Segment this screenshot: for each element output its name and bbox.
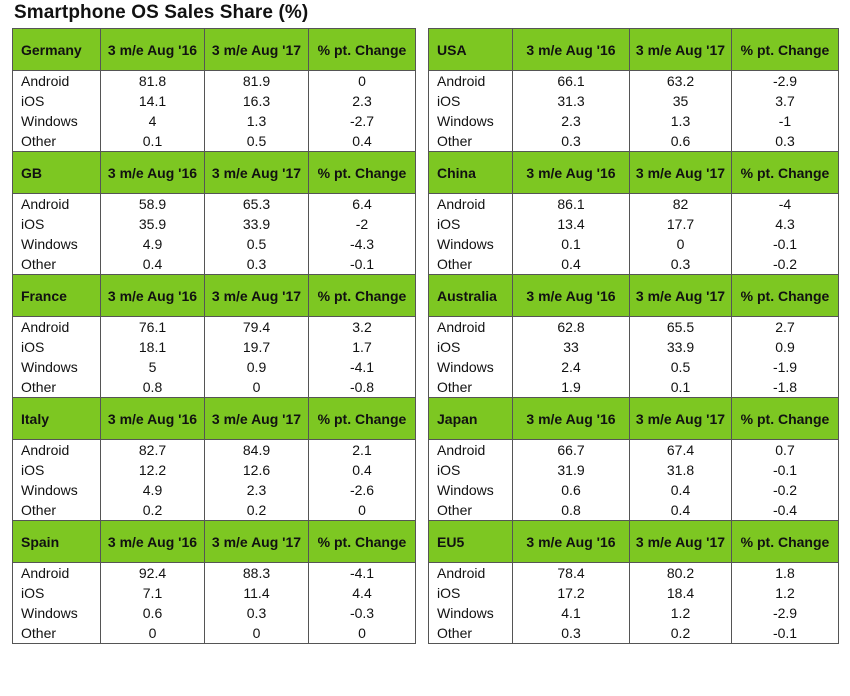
value-change: 4.3 [732, 214, 839, 234]
value-2017: 33.9 [630, 337, 732, 357]
column-header: 3 m/e Aug '16 [513, 521, 630, 563]
os-label: Android [13, 440, 101, 461]
value-change: 0.4 [309, 131, 416, 152]
table-row [13, 71, 416, 92]
value-change: -2 [309, 214, 416, 234]
chart-title: Smartphone OS Sales Share (%) [14, 2, 309, 23]
value-change: 2.3 [309, 91, 416, 111]
value-change: -2.6 [309, 480, 416, 500]
country-header: China [429, 152, 513, 194]
table-row [13, 623, 416, 644]
table-row [429, 480, 839, 500]
value-2017: 1.3 [205, 111, 309, 131]
table-row [429, 500, 839, 521]
value-2017: 33.9 [205, 214, 309, 234]
table-row [13, 480, 416, 500]
value-change: 0.7 [732, 440, 839, 461]
table-row [13, 440, 416, 461]
value-2017: 11.4 [205, 583, 309, 603]
table-row [13, 194, 416, 215]
os-label: Other [429, 131, 513, 152]
left-panel-table [12, 28, 416, 644]
value-2016: 76.1 [101, 317, 205, 338]
column-header: % pt. Change [732, 398, 839, 440]
value-2016: 0.4 [101, 254, 205, 275]
value-change: -1.8 [732, 377, 839, 398]
os-label: Android [429, 563, 513, 584]
value-2016: 17.2 [513, 583, 630, 603]
table-row [13, 337, 416, 357]
value-change: 2.7 [732, 317, 839, 338]
country-header: Japan [429, 398, 513, 440]
value-change: 0.9 [732, 337, 839, 357]
value-change: 4.4 [309, 583, 416, 603]
value-2017: 65.5 [630, 317, 732, 338]
column-header: 3 m/e Aug '16 [101, 275, 205, 317]
right-panel-table [428, 28, 839, 644]
value-change: -4 [732, 194, 839, 215]
header-row-france [13, 275, 416, 317]
value-2016: 4.1 [513, 603, 630, 623]
column-header: % pt. Change [732, 275, 839, 317]
column-header: % pt. Change [309, 398, 416, 440]
value-change: -0.1 [732, 460, 839, 480]
value-2017: 19.7 [205, 337, 309, 357]
value-change: -0.4 [732, 500, 839, 521]
value-2017: 0.3 [630, 254, 732, 275]
value-2017: 0.2 [630, 623, 732, 644]
value-change: 2.1 [309, 440, 416, 461]
os-label: Other [429, 254, 513, 275]
value-2017: 1.3 [630, 111, 732, 131]
table-row [429, 91, 839, 111]
value-change: 1.2 [732, 583, 839, 603]
value-2017: 17.7 [630, 214, 732, 234]
value-2017: 2.3 [205, 480, 309, 500]
os-label: iOS [429, 583, 513, 603]
value-change: -0.8 [309, 377, 416, 398]
country-header: Germany [13, 29, 101, 71]
column-header: 3 m/e Aug '17 [205, 521, 309, 563]
country-header: Australia [429, 275, 513, 317]
value-2017: 0 [630, 234, 732, 254]
header-row-australia [429, 275, 839, 317]
value-change: 0.3 [732, 131, 839, 152]
value-2016: 0 [101, 623, 205, 644]
value-2016: 58.9 [101, 194, 205, 215]
value-2017: 0.2 [205, 500, 309, 521]
table-row [13, 583, 416, 603]
table-row [13, 500, 416, 521]
column-header: 3 m/e Aug '17 [630, 29, 732, 71]
value-2017: 88.3 [205, 563, 309, 584]
table-row [429, 254, 839, 275]
table-row [429, 357, 839, 377]
table-row [429, 111, 839, 131]
value-2017: 0.5 [205, 131, 309, 152]
value-change: 6.4 [309, 194, 416, 215]
value-2016: 0.2 [101, 500, 205, 521]
table-row [13, 317, 416, 338]
column-header: 3 m/e Aug '17 [205, 152, 309, 194]
table-row [429, 377, 839, 398]
os-label: Android [13, 71, 101, 92]
os-label: Windows [429, 234, 513, 254]
os-label: Windows [13, 111, 101, 131]
os-label: iOS [13, 583, 101, 603]
table-row [429, 440, 839, 461]
value-2017: 0.6 [630, 131, 732, 152]
table-row [13, 377, 416, 398]
os-label: Other [13, 377, 101, 398]
column-header: % pt. Change [309, 275, 416, 317]
table-row [429, 623, 839, 644]
value-2017: 80.2 [630, 563, 732, 584]
table-row [429, 337, 839, 357]
value-2016: 4.9 [101, 234, 205, 254]
value-2016: 5 [101, 357, 205, 377]
value-2016: 14.1 [101, 91, 205, 111]
table-row [429, 71, 839, 92]
column-header: 3 m/e Aug '16 [513, 29, 630, 71]
header-row-eu5 [429, 521, 839, 563]
os-label: Windows [429, 111, 513, 131]
right-panel-body [429, 29, 839, 644]
os-label: iOS [429, 91, 513, 111]
value-change: 3.2 [309, 317, 416, 338]
column-header: % pt. Change [309, 521, 416, 563]
os-label: Android [429, 317, 513, 338]
os-label: Android [429, 71, 513, 92]
country-header: GB [13, 152, 101, 194]
value-change: -0.1 [309, 254, 416, 275]
column-header: 3 m/e Aug '16 [101, 398, 205, 440]
column-header: 3 m/e Aug '17 [630, 521, 732, 563]
value-change: -0.1 [732, 234, 839, 254]
os-label: Windows [429, 357, 513, 377]
os-label: Other [429, 377, 513, 398]
table-row [429, 194, 839, 215]
column-header: % pt. Change [309, 29, 416, 71]
value-2016: 0.8 [513, 500, 630, 521]
column-header: 3 m/e Aug '16 [513, 275, 630, 317]
value-change: -1 [732, 111, 839, 131]
os-label: Android [429, 440, 513, 461]
table-row [13, 234, 416, 254]
value-2016: 18.1 [101, 337, 205, 357]
table-row [13, 131, 416, 152]
value-change: -0.2 [732, 480, 839, 500]
value-2016: 4.9 [101, 480, 205, 500]
column-header: 3 m/e Aug '17 [630, 152, 732, 194]
country-header: USA [429, 29, 513, 71]
table-row [429, 317, 839, 338]
value-2016: 12.2 [101, 460, 205, 480]
value-2016: 33 [513, 337, 630, 357]
value-2017: 0.3 [205, 603, 309, 623]
os-label: iOS [429, 460, 513, 480]
value-change: -0.1 [732, 623, 839, 644]
table-row [13, 357, 416, 377]
os-label: Android [429, 194, 513, 215]
value-change: 0 [309, 623, 416, 644]
value-change: -1.9 [732, 357, 839, 377]
country-header: Italy [13, 398, 101, 440]
value-2017: 0.3 [205, 254, 309, 275]
value-change: 0.4 [309, 460, 416, 480]
os-label: Windows [13, 357, 101, 377]
table-row [429, 583, 839, 603]
table-row [13, 91, 416, 111]
header-row-usa [429, 29, 839, 71]
value-2016: 0.1 [101, 131, 205, 152]
column-header: 3 m/e Aug '16 [101, 152, 205, 194]
value-2016: 0.4 [513, 254, 630, 275]
value-2016: 92.4 [101, 563, 205, 584]
country-header: Spain [13, 521, 101, 563]
value-2017: 31.8 [630, 460, 732, 480]
left-panel-body [13, 29, 416, 644]
value-2017: 0.9 [205, 357, 309, 377]
header-row-china [429, 152, 839, 194]
value-2016: 4 [101, 111, 205, 131]
column-header: % pt. Change [732, 152, 839, 194]
column-header: % pt. Change [309, 152, 416, 194]
value-2017: 63.2 [630, 71, 732, 92]
value-change: -0.2 [732, 254, 839, 275]
header-row-gb [13, 152, 416, 194]
value-2016: 81.8 [101, 71, 205, 92]
column-header: 3 m/e Aug '16 [513, 398, 630, 440]
os-label: Windows [13, 480, 101, 500]
value-2016: 0.3 [513, 623, 630, 644]
value-2017: 82 [630, 194, 732, 215]
value-2016: 2.4 [513, 357, 630, 377]
table-row [13, 111, 416, 131]
os-label: Other [13, 254, 101, 275]
value-change: -2.9 [732, 603, 839, 623]
value-2017: 18.4 [630, 583, 732, 603]
value-2016: 35.9 [101, 214, 205, 234]
value-2016: 0.6 [513, 480, 630, 500]
value-2016: 0.8 [101, 377, 205, 398]
value-2016: 78.4 [513, 563, 630, 584]
column-header: 3 m/e Aug '16 [101, 521, 205, 563]
column-header: % pt. Change [732, 29, 839, 71]
column-header: 3 m/e Aug '17 [205, 29, 309, 71]
table-row [429, 460, 839, 480]
value-2017: 0.1 [630, 377, 732, 398]
os-label: Other [13, 131, 101, 152]
country-header: EU5 [429, 521, 513, 563]
value-2016: 82.7 [101, 440, 205, 461]
os-label: Other [13, 623, 101, 644]
table-row [429, 603, 839, 623]
value-2017: 84.9 [205, 440, 309, 461]
os-label: iOS [13, 337, 101, 357]
value-2017: 16.3 [205, 91, 309, 111]
os-label: Windows [13, 234, 101, 254]
column-header: 3 m/e Aug '16 [101, 29, 205, 71]
os-label: iOS [429, 337, 513, 357]
table-row [13, 254, 416, 275]
column-header: 3 m/e Aug '16 [513, 152, 630, 194]
value-change: -4.1 [309, 563, 416, 584]
column-header: % pt. Change [732, 521, 839, 563]
os-label: iOS [13, 214, 101, 234]
value-change: -2.9 [732, 71, 839, 92]
os-label: Android [13, 317, 101, 338]
value-2017: 79.4 [205, 317, 309, 338]
table-row [429, 234, 839, 254]
table-row [13, 563, 416, 584]
os-label: Other [429, 500, 513, 521]
os-label: iOS [429, 214, 513, 234]
value-change: 0 [309, 71, 416, 92]
value-2016: 62.8 [513, 317, 630, 338]
table-row [429, 214, 839, 234]
value-change: 1.7 [309, 337, 416, 357]
value-2017: 1.2 [630, 603, 732, 623]
table-row [13, 460, 416, 480]
value-2017: 0 [205, 377, 309, 398]
country-header: France [13, 275, 101, 317]
header-row-japan [429, 398, 839, 440]
value-change: -0.3 [309, 603, 416, 623]
value-2016: 2.3 [513, 111, 630, 131]
value-2016: 13.4 [513, 214, 630, 234]
value-2017: 12.6 [205, 460, 309, 480]
value-2016: 7.1 [101, 583, 205, 603]
value-2016: 0.6 [101, 603, 205, 623]
table-row [13, 214, 416, 234]
header-row-italy [13, 398, 416, 440]
value-2017: 65.3 [205, 194, 309, 215]
table-row [429, 563, 839, 584]
table-row [429, 131, 839, 152]
value-change: 3.7 [732, 91, 839, 111]
value-2017: 35 [630, 91, 732, 111]
value-2016: 1.9 [513, 377, 630, 398]
os-label: Windows [13, 603, 101, 623]
header-row-germany [13, 29, 416, 71]
value-2016: 31.9 [513, 460, 630, 480]
value-change: -4.3 [309, 234, 416, 254]
value-change: 0 [309, 500, 416, 521]
value-change: -4.1 [309, 357, 416, 377]
os-label: iOS [13, 460, 101, 480]
os-label: Other [429, 623, 513, 644]
value-2016: 31.3 [513, 91, 630, 111]
value-2017: 0.5 [630, 357, 732, 377]
value-change: -2.7 [309, 111, 416, 131]
value-2017: 0 [205, 623, 309, 644]
os-label: Windows [429, 603, 513, 623]
os-label: Windows [429, 480, 513, 500]
column-header: 3 m/e Aug '17 [630, 398, 732, 440]
value-2017: 0.4 [630, 500, 732, 521]
table-row [13, 603, 416, 623]
column-header: 3 m/e Aug '17 [630, 275, 732, 317]
value-2016: 0.3 [513, 131, 630, 152]
os-label: iOS [13, 91, 101, 111]
value-change: 1.8 [732, 563, 839, 584]
value-2017: 81.9 [205, 71, 309, 92]
value-2017: 0.5 [205, 234, 309, 254]
value-2016: 66.1 [513, 71, 630, 92]
header-row-spain [13, 521, 416, 563]
value-2016: 86.1 [513, 194, 630, 215]
column-header: 3 m/e Aug '17 [205, 398, 309, 440]
column-header: 3 m/e Aug '17 [205, 275, 309, 317]
value-2017: 0.4 [630, 480, 732, 500]
os-label: Other [13, 500, 101, 521]
os-label: Android [13, 563, 101, 584]
value-2016: 0.1 [513, 234, 630, 254]
os-label: Android [13, 194, 101, 215]
value-2017: 67.4 [630, 440, 732, 461]
value-2016: 66.7 [513, 440, 630, 461]
